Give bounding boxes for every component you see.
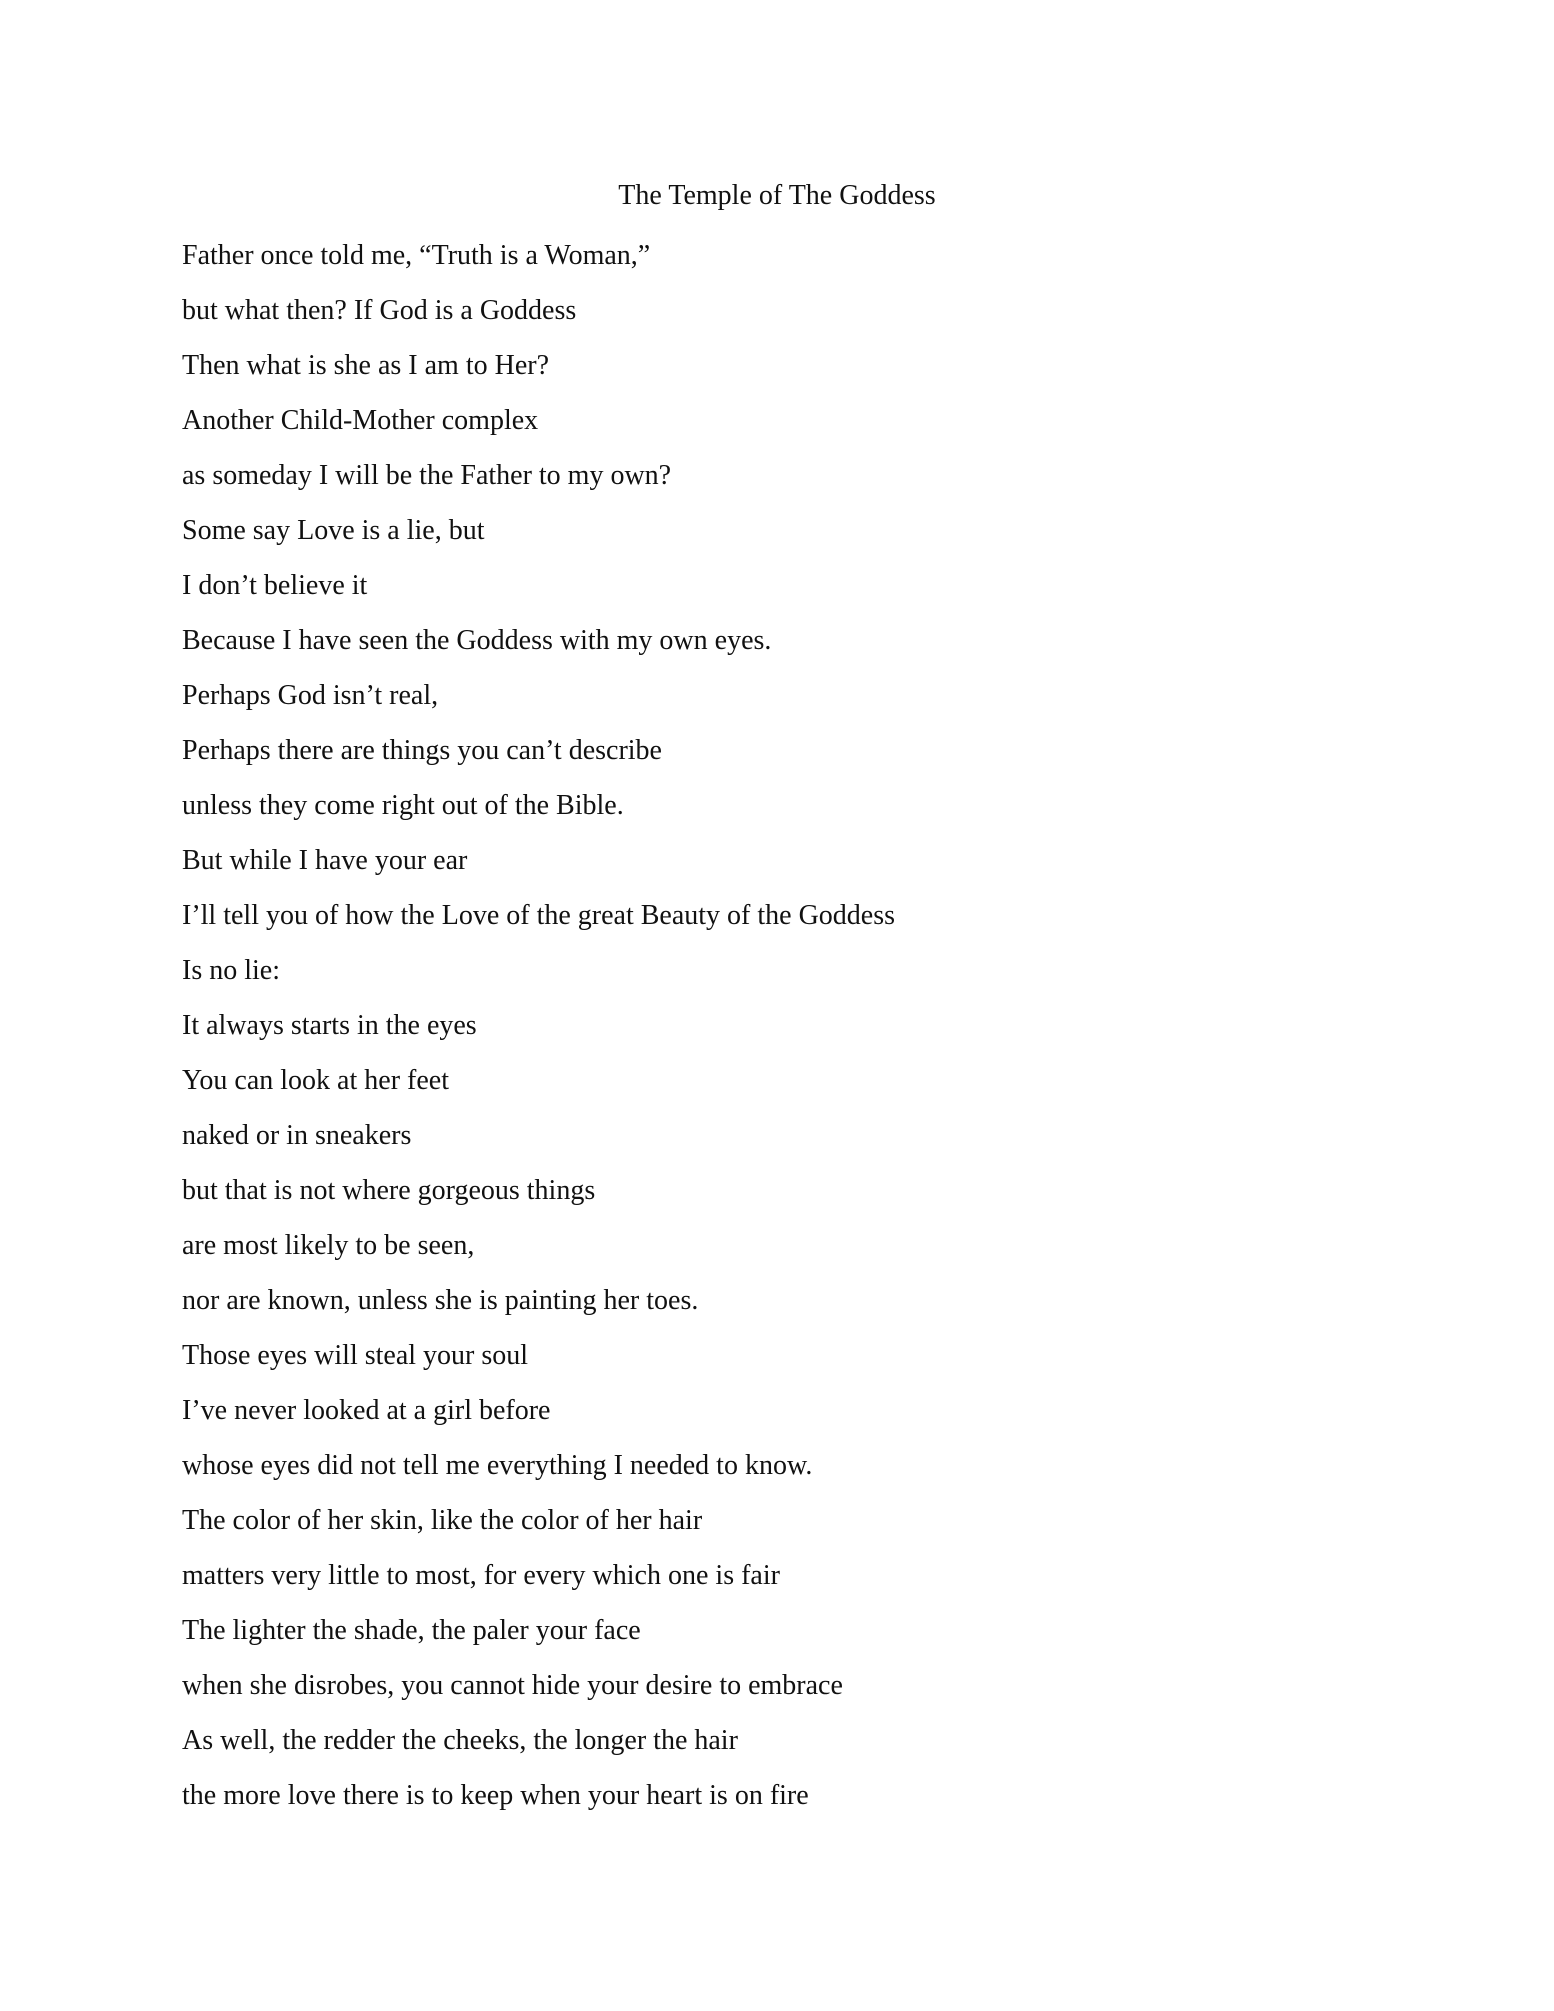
poem-line: But while I have your ear — [182, 845, 468, 876]
poem-line: Another Child-Mother complex — [182, 405, 539, 436]
poem-line: I’ve never looked at a girl before — [182, 1395, 551, 1426]
poem-line: I’ll tell you of how the Love of the great Beauty of the Goddess — [182, 900, 896, 931]
poem-line: Perhaps God isn’t real, — [182, 680, 439, 711]
poem-line: when she disrobes, you cannot hide your desire to embrace — [182, 1670, 843, 1701]
poem-line: It always starts in the eyes — [182, 1010, 477, 1041]
poem-line: You can look at her feet — [182, 1065, 449, 1096]
poem-line: The color of her skin, like the color of her hair — [182, 1505, 703, 1536]
poem-line: Those eyes will steal your soul — [182, 1340, 529, 1371]
poem-line: whose eyes did not tell me everything I needed to know. — [182, 1450, 813, 1481]
poem-line: Perhaps there are things you can’t describe — [182, 735, 662, 766]
poem-body — [182, 236, 1382, 1831]
poem-line: matters very little to most, for every which one is fair — [182, 1560, 780, 1591]
poem-line: but that is not where gorgeous things — [182, 1175, 596, 1206]
poem-line: naked or in sneakers — [182, 1120, 412, 1151]
poem-line: unless they come right out of the Bible. — [182, 790, 624, 821]
poem-line: Then what is she as I am to Her? — [182, 350, 549, 381]
poem-title: The Temple of The Goddess — [618, 180, 936, 211]
poem-line: Because I have seen the Goddess with my own eyes. — [182, 625, 772, 656]
poem-line: Father once told me, “Truth is a Woman,” — [182, 240, 651, 271]
poem-line: Some say Love is a lie, but — [182, 515, 485, 546]
poem-line: are most likely to be seen, — [182, 1230, 475, 1261]
poem-line: nor are known, unless she is painting her toes. — [182, 1285, 699, 1316]
poem-line: The lighter the shade, the paler your face — [182, 1615, 641, 1646]
poem-line: as someday I will be the Father to my own? — [182, 460, 672, 491]
poem-line: Is no lie: — [182, 955, 280, 986]
poem-line: I don’t believe it — [182, 570, 368, 601]
poem-line: As well, the redder the cheeks, the longer the hair — [182, 1725, 738, 1756]
poem-line: but what then? If God is a Goddess — [182, 295, 577, 326]
poem-line: the more love there is to keep when your heart is on fire — [182, 1780, 809, 1811]
